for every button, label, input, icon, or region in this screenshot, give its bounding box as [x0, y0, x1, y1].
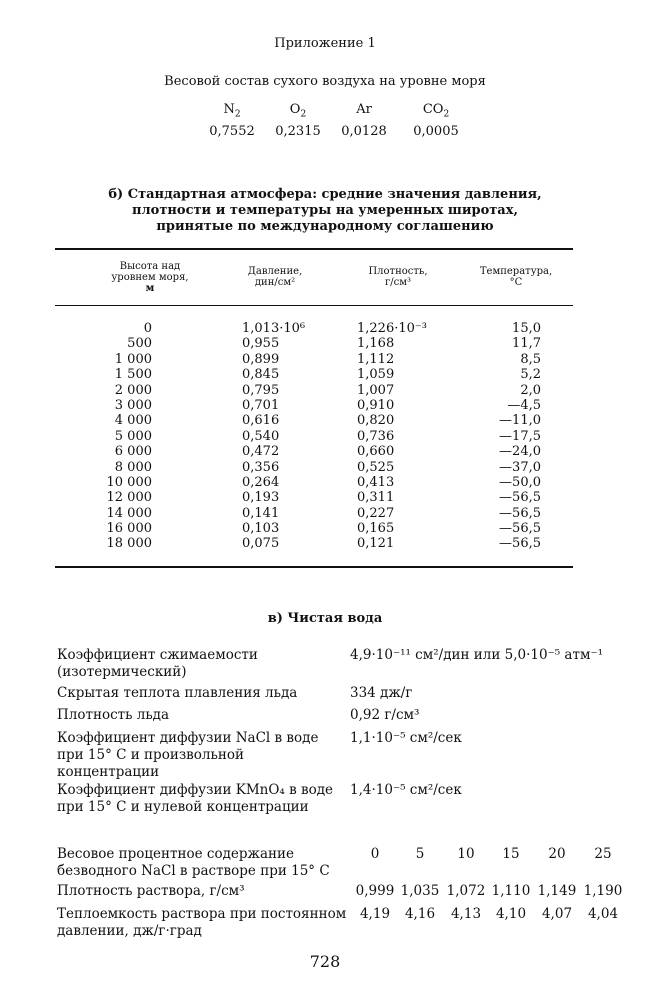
pressure-cell: 0,540 — [242, 428, 280, 444]
nacl-cell: 1,072 — [446, 883, 486, 899]
nacl-cell: 1,190 — [583, 883, 623, 899]
temperature-cell: 8,5 — [520, 351, 541, 367]
table-header-rule — [55, 305, 573, 306]
height-cell: 2 000 — [114, 382, 152, 398]
header-temperature: Температура, °C — [479, 266, 553, 288]
atmosphere-title-line1: б) Стандартная атмосфера: средние значения давления, — [108, 187, 542, 202]
temperature-cell: —56,5 — [499, 521, 541, 537]
gas-name: Ar — [356, 102, 372, 117]
pressure-cell: 0,845 — [242, 367, 280, 383]
prop-label-compressibility: Коэффициент сжимаемости (изотермический) — [57, 647, 258, 680]
pressure-cell: 0,141 — [242, 505, 280, 521]
gas-name: $N_2$ — [223, 102, 241, 120]
header-pressure: Давление, дин/см² — [247, 266, 303, 288]
pressure-cell: 0,795 — [242, 382, 280, 398]
height-cell: 0 — [143, 321, 152, 336]
temperature-cell: 15,0 — [512, 321, 541, 336]
temperature-cell: 11,7 — [512, 336, 541, 352]
density-cell: 0,227 — [357, 505, 395, 521]
nacl-cell: 20 — [548, 846, 566, 862]
nacl-cell: 15 — [502, 846, 520, 862]
temperature-cell: —50,0 — [499, 474, 541, 490]
pressure-cell: 0,264 — [242, 474, 280, 490]
density-cell: 1,007 — [357, 382, 395, 398]
nacl-cell: 5 — [415, 846, 425, 862]
height-cell: 4 000 — [114, 413, 152, 429]
nacl-cell: 0 — [370, 846, 380, 862]
density-cell: 0,165 — [357, 521, 395, 537]
height-cell: 500 — [127, 336, 152, 352]
height-cell: 12 000 — [106, 490, 152, 506]
table-top-rule — [55, 248, 573, 250]
prop-label-nacl-diffusion: Коэффициент диффузии NaCl в воде при 15° C и произвольной концентрации — [57, 730, 319, 780]
temperature-cell: —56,5 — [499, 505, 541, 521]
air-composition-heading: Весовой состав сухого воздуха на уровне моря — [164, 74, 486, 89]
density-cell: 0,820 — [357, 413, 395, 429]
density-cell: 0,121 — [357, 536, 395, 552]
temperature-cell: —17,5 — [499, 428, 541, 444]
density-cell: 0,311 — [357, 490, 395, 506]
pressure-cell: 0,356 — [242, 459, 280, 475]
atmosphere-title — [0, 187, 650, 235]
density-cell: 0,413 — [357, 474, 395, 490]
height-cell: 5 000 — [114, 428, 152, 444]
nacl-row-label-concentration: Весовое процентное содержание безводного NaCl в растворе при 15° C — [57, 846, 330, 879]
gas-name: $O_2$ — [289, 102, 307, 120]
density-cell: 0,736 — [357, 428, 395, 444]
atmosphere-title-line2: плотности и температуры на умеренных широтах, — [131, 203, 519, 218]
density-cell: 0,910 — [357, 397, 395, 413]
gas-name: $CO_2$ — [422, 102, 450, 120]
water-title: в) Чистая вода — [267, 611, 383, 626]
height-cell: 10 000 — [106, 474, 152, 490]
density-cell: 0,660 — [357, 444, 395, 460]
nacl-cell: 1,110 — [491, 883, 531, 899]
temperature-cell: —56,5 — [499, 536, 541, 552]
pressure-cell: 1,013·10⁶ — [242, 321, 306, 336]
header-height: Высота над уровнем моря, м — [111, 261, 189, 294]
density-cell: 1,112 — [357, 351, 395, 367]
temperature-cell: —24,0 — [499, 444, 541, 460]
pressure-cell: 0,193 — [242, 490, 280, 506]
height-cell: 6 000 — [114, 444, 152, 460]
pressure-cell: 0,103 — [242, 521, 280, 537]
gas-value: 0,0005 — [413, 124, 459, 139]
temperature-cell: —11,0 — [499, 413, 541, 429]
pressure-cell: 0,472 — [242, 444, 280, 460]
atmosphere-title-line3: принятые по международному соглашению — [156, 219, 494, 234]
gas-value: 0,7552 — [209, 124, 255, 139]
nacl-cell: 10 — [457, 846, 475, 862]
nacl-cell: 25 — [594, 846, 612, 862]
prop-value-latent-heat: 334 дж/г — [350, 685, 413, 701]
pressure-cell: 0,899 — [242, 351, 280, 367]
temperature-cell: 2,0 — [520, 382, 541, 398]
pressure-cell: 0,701 — [242, 397, 280, 413]
temperature-cell: —37,0 — [499, 459, 541, 475]
nacl-cell: 4,10 — [495, 906, 527, 922]
height-cell: 14 000 — [106, 505, 152, 521]
prop-value-ice-density: 0,92 г/см³ — [350, 707, 420, 723]
nacl-cell: 4,13 — [450, 906, 482, 922]
height-cell: 16 000 — [106, 521, 152, 537]
prop-value-compressibility: 4,9·10⁻¹¹ см²/дин или 5,0·10⁻⁵ атм⁻¹ — [350, 647, 603, 663]
height-cell: 3 000 — [114, 397, 152, 413]
gas-value: 0,2315 — [275, 124, 321, 139]
density-cell: 1,226·10⁻³ — [357, 321, 427, 336]
nacl-cell: 4,07 — [541, 906, 573, 922]
temperature-cell: —56,5 — [499, 490, 541, 506]
temperature-cell: 5,2 — [520, 367, 541, 383]
prop-label-kmno4-diffusion: Коэффициент диффузии KMnO₄ в воде при 15° C и нулевой концентрации — [57, 782, 334, 815]
nacl-row-label-density: Плотность раствора, г/см³ — [57, 883, 245, 899]
pressure-cell: 0,075 — [242, 536, 280, 552]
nacl-cell: 4,16 — [404, 906, 436, 922]
temperature-cell: —4,5 — [507, 397, 541, 413]
nacl-cell: 0,999 — [355, 883, 395, 899]
nacl-cell: 4,04 — [587, 906, 619, 922]
prop-label-latent-heat: Скрытая теплота плавления льда — [57, 685, 298, 701]
nacl-cell: 1,035 — [400, 883, 440, 899]
table-bottom-rule — [55, 566, 573, 568]
density-cell: 0,525 — [357, 459, 395, 475]
prop-value-nacl-diffusion: 1,1·10⁻⁵ см²/сек — [350, 730, 462, 746]
density-cell: 1,168 — [357, 336, 395, 352]
prop-label-ice-density: Плотность льда — [57, 707, 170, 723]
pressure-cell: 0,616 — [242, 413, 280, 429]
height-cell: 1 000 — [114, 351, 152, 367]
appendix-title: Приложение 1 — [274, 36, 376, 51]
column-densities — [357, 321, 467, 552]
height-cell: 8 000 — [114, 459, 152, 475]
gas-value: 0,0128 — [341, 124, 387, 139]
page-number: 728 — [309, 952, 341, 971]
nacl-cell: 4,19 — [359, 906, 391, 922]
nacl-cell: 1,149 — [537, 883, 577, 899]
height-cell: 18 000 — [106, 536, 152, 552]
pressure-cell: 0,955 — [242, 336, 280, 352]
density-cell: 1,059 — [357, 367, 395, 383]
height-cell: 1 500 — [114, 367, 152, 383]
column-pressures — [242, 321, 342, 552]
column-temperatures — [470, 321, 541, 552]
header-density: Плотность, г/см³ — [368, 266, 428, 288]
column-heights — [100, 321, 152, 552]
prop-value-kmno4-diffusion: 1,4·10⁻⁵ см²/сек — [350, 782, 462, 798]
nacl-row-label-heat-capacity: Теплоемкость раствора при постоянном давлении, дж/г·град — [57, 906, 347, 939]
